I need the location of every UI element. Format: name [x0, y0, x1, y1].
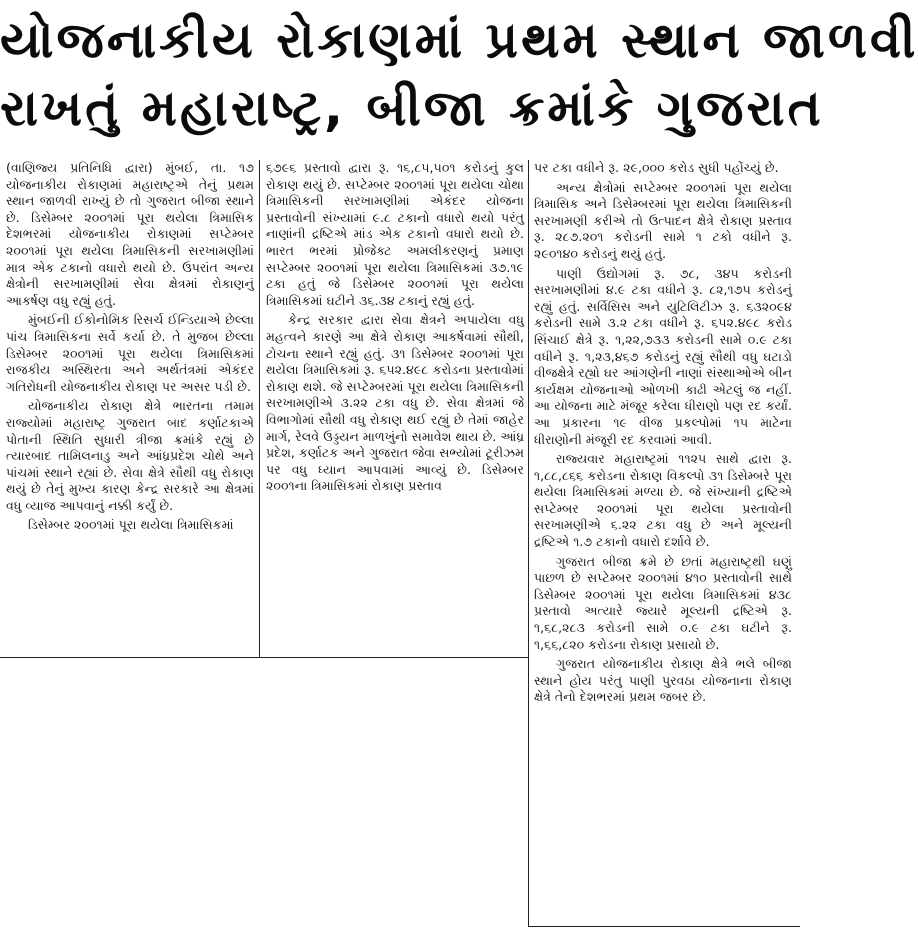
paragraph: રાજ્યવાર મહારાષ્ટ્રમાં ૧૧૨૫ સાથે દ્વારા રૂ. ૧,૮૮,૮૬૬ કરોડના રોકાણ વિકલ્પો ૩૧ ડિસેમ્બરે પૂરા થયેલા ત્રિમાસિકમાં મળ્યા છે. જે સંખ્યાની દ્રષ્ટિએ સપ્ટેમ્બર ૨૦૦૧માં પૂરા થયેલા પ્રસ્તાવોની સરખામણીએ ૬.૨૨ ટકા વધુ છે અને મૂલ્યની દ્રષ્ટિએ ૧.૭ ટકાનો વધારો દર્શાવે છે. [534, 451, 792, 550]
headline [0, 0, 918, 152]
paragraph: ગુજરાત યોજનાકીય રોકાણ ક્ષેત્રે ભલે બીજા સ્થાને હોય પરંતુ પાણી પુરવઠા યોજનાના રોકાણ ક્ષેત્રે તેનો દેશભરમાં પ્રથમ જબર છે. [534, 656, 792, 705]
paragraph: ગુજરાત બીજા ક્રમે છે છતાં મહારાષ્ટ્રથી ઘણું પાછળ છે સપ્ટેમ્બર ૨૦૦૧માં ૪૧૦ પ્રસ્તાવોની સાથે ડિસેમ્બર ૨૦૦૧માં પૂરા થયેલા ત્રિમાસિકમાં ૪૩૮ પ્રસ્તાવો અત્યારે જ્યારે મૂલ્યની દ્રષ્ટિએ રૂ. ૧,૬૮,૨૮૩ કરોડની સામે ૦.૯ ટકા ઘટીને રૂ. ૧,૬૬,૮૨૦ કરોડના રોકાણ પ્રસાયો છે. [534, 553, 792, 652]
paragraph: અન્ય ક્ષેત્રોમાં સપ્ટેમ્બર ૨૦૦૧માં પૂરા થયેલા ત્રિમાસિક અને ડિસેમ્બરમાં પૂરા થયેલા ત્રિમાસિકની સરખામણી કરીએ તો ઉત્પાદન ક્ષેત્રે રોકાણ પ્રસ્તાવ રૂ. ૨૮૭.૨૦૧ કરોડની સામે ૧ ટકો વધીને રૂ. ૨૯૦૧૪૦ કરોડનું થયું હતું. [534, 179, 792, 261]
paragraph: કેન્દ્ર સરકાર દ્વારા સેવા ક્ષેત્રને અપાયેલા વધુ મહત્વને કારણે આ ક્ષેત્રે રોકાણ આકર્ષવામાં સૌથી, ટોચના સ્થાને રહ્યું હતું. ૩૧ ડિસેમ્બર ૨૦૦૧માં પૂરા થયેલા ત્રિમાસિકમાં રૂ. ૬૫૨.૪૯૮ કરોડના પ્રસ્તાવોમાં રોકાણ થશે. જે સપ્ટેમ્બરમાં પૂરા થયેલા ત્રિમાસિકની સરખામણીએ ૩.૨૨ ટકા વધુ છે. સેવા ક્ષેત્રમાં જે વિભાગોમાં સૌથી વધુ રોકાણ થઈ રહ્યું છે તેમાં જાહેર માર્ગ, રેલવે ઉડ્ડયન માળખુંનો સમાવેશ થાય છે. આંધ્ર પ્રદેશ, કર્ણાટક અને ગુજરાત જેવા સભ્યોમાં ટૂરીઝમ પર વધુ ધ્યાન આપવામાં આવ્યું છે. ડિસેમ્બર ૨૦૦૧ના ત્રિમાસિકમાં રોકાણ પ્રસ્તાવ [266, 312, 524, 494]
article-column-1 [6, 160, 254, 660]
paragraph: (વાણિજ્ય પ્રતિનિધિ દ્વારા) મુંબઈ, તા. ૧૭ યોજનાકીય રોકાણમાં મહારાષ્ટ્રએ તેનું પ્રથમ સ્થાન જાળવી રાખ્યું છે તો ગુજરાત બીજા સ્થાને છે. ડિસેમ્બર ૨૦૦૧માં પૂરા થયેલા ત્રિમાસિક દેશભરમાં યોજનાકીય રોકાણમાં સપ્ટેમ્બર ૨૦૦૧માં પૂરા થયેલા ત્રિમાસિકની સરખામણીમાં માત્ર એક ટકાનો વધારો થયો છે. ઉપરાંત અન્ય ક્ષેત્રોની સરખામણીમાં સેવા ક્ષેત્રમાં રોકાણનું આકર્ષણ વધુ રહ્યું હતું. [6, 160, 254, 308]
column-divider-2 [528, 160, 529, 657]
article-column-2 [266, 160, 524, 660]
paragraph: પાણી ઉદ્યોગમાં રૂ. ૭૮, ૩૪૫ કરોડની સરખામણીમાં ૪.૯ ટકા વધીને રૂ. ૮૨,૧૭૫ કરોડનું રહ્યું હતું. સર્વિસિસ અને યુટિલિટીઝ રૂ. ૬૩૨૦૯૪ કરોડની સામે ૩.૨ ટકા વધીને રૂ. ૬૫૨.૪૯૮ કરોડ સિંચાઈ ક્ષેત્રે રૂ. ૧,૨૨,૭૩૩ કરોડની સામે ૦.૯ ટકા વધીને રૂ. ૧,૨૩,૪૬૭ કરોડનું રહ્યું સૌથી વધુ ઘટાડો વીજક્ષેત્રે રહ્યો ઘર આંગણેની નાણાં સંસ્થાઓએ બીન કાર્યક્ષમ યોજનાઓ ઓળખી કાઢી એટલું જ નહીં. આ યોજના માટે મંજૂર કરેલા ધીરાણો પણ રદ કર્યાં. આ પ્રકારના ૧૯ વીજ પ્રકલ્પોમાં ૧૫ માટેના ધીરાણોની મંજૂરી રદ કરવામાં આવી. [534, 265, 792, 447]
paragraph: ૬૭૯૬ પ્રસ્તાવો દ્વારા રૂ. ૧૬,૮૫,૫૦૧ કરોડનું કુલ રોકાણ થયું છે. સપ્ટેમ્બર ૨૦૦૧માં પૂરા થયેલા ચોથા ત્રિમાસિકની સરખામણીમાં એકંદર યોજના પ્રસ્તાવોની સંખ્યામાં ૯.૮ ટકાનો વધારો થયો પરંતુ નાણાંની દ્રષ્ટિએ માંડ એક ટકાનો વધારો થયો છે. ભારત ભરમાં પ્રોજેક્ટ અમલીકરણનું પ્રમાણ સપ્ટેમ્બર ૨૦૦૧માં પૂરા થયેલા ત્રિમાસિકમાં ૩૭.૧૯ ટકા હતું જે ડિસેમ્બર ૨૦૦૧માં પૂરા થયેલા ત્રિમાસિકમાં ઘટીને ૩૬.૩૪ ટકાનું રહ્યું હતું. [266, 160, 524, 308]
article-column-3 [534, 160, 792, 930]
headline-line-1: યોજનાકીય રોકાણમાં પ્રથમ સ્થાન જાળવી [0, 11, 918, 69]
headline-line-2: રાખતું મહારાષ્ટ્ર, બીજા ક્રમાંકે ગુજરાત [0, 79, 824, 137]
column-divider-1 [259, 160, 260, 657]
paragraph: મુંબઈની ઈકોનોમિક રિસર્ચ ઈન્ડિયાએ છેલ્લા પાંચ ત્રિમાસિકના સર્વે કર્યા છે. તે મુજબ છેલ્લા ડિસેમ્બર ૨૦૦૧માં પૂરા થયેલા ત્રિમાસિકમાં રાજકીય અસ્થિરતા અને અર્થતંત્રમાં એકંદર ગતિરોધની યોજનાકીય રોકાણ પર અસર પડી છે. [6, 312, 254, 394]
paragraph: ડિસેમ્બર ૨૦૦૧માં પૂરા થયેલા ત્રિમાસિકમાં [28, 517, 234, 533]
paragraph: પર ટકા વધીને રૂ. ૨૯,૦૦૦ કરોડ સુધી પહોંચ્યું છે. [534, 160, 779, 175]
paragraph: યોજનાકીય રોકાણ ક્ષેત્રે ભારતના તમામ રાજ્યોમાં મહારાષ્ટ્ર ગુજરાત બાદ કર્ણાટકાએ પોતાની સ્થિતિ સુધારી ત્રીજા ક્રમાંકે રહ્યું છે ત્યારબાદ તામિલનાડુ અને આંધ્રપ્રદેશ ચોથે અને પાંચમાં સ્થાને રહ્યાં છે. સેવા ક્ષેત્રે સૌથી વધુ રોકાણ થયું છે તેનું મુખ્ય કારણ કેન્દ્ર સરકારે આ ક્ષેત્રમાં વધુ વ્યાજ આપવાનું નક્કી કર્યું છે. [6, 398, 254, 513]
column3-left-rule [528, 657, 529, 927]
